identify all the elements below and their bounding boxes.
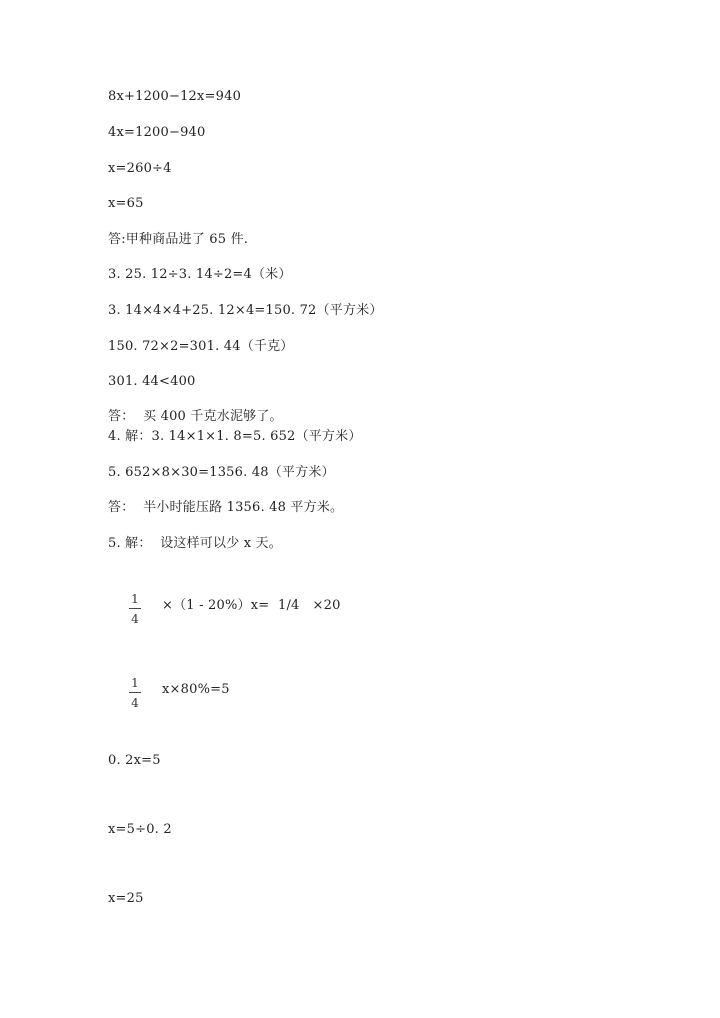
equation-line-5: 3. 25. 12÷3. 14÷2=4（米） [108,267,292,282]
equation-line-8: 301. 44<400 [108,374,196,389]
solution-5-intro: 5. 解： 设这样可以少 x 天。 [108,536,282,551]
equation-line-3: x=260÷4 [108,161,172,176]
equation-line-7: 150. 72×2=301. 44（千克） [108,339,294,354]
equation-line-9: 0. 2x=5 [108,753,161,768]
equation-line-1: 8x+1200−12x=940 [108,89,242,104]
fraction-1-denominator: 4 [131,612,139,626]
fraction-2-numerator: 1 [131,676,139,690]
fraction-1-bar [129,608,141,609]
answer-line-2: 答： 买 400 千克水泥够了。 [108,409,283,424]
solution-4-line-1: 4. 解：3. 14×1×1. 8=5. 652（平方米） [108,429,362,444]
equation-line-2: 4x=1200−940 [108,125,206,140]
answer-line-1: 答:甲种商品进了 65 件. [108,232,249,247]
answer-line-3: 答： 半小时能压路 1356. 48 平方米。 [108,500,344,515]
equation-line-4: x=65 [108,196,144,211]
equation-line-11: x=25 [108,891,144,906]
fraction-1-numerator: 1 [131,592,139,606]
fraction-1 [128,592,142,626]
fraction-2-denominator: 4 [131,696,139,710]
equation-line-10: x=5÷0. 2 [108,822,172,837]
solution-4-line-2: 5. 652×8×30=1356. 48（平方米） [108,465,335,480]
fraction-equation-1-rest: ×（1 - 20%）x= 1/4 ×20 [162,598,341,613]
fraction-2 [128,676,142,710]
fraction-2-bar [129,692,141,693]
fraction-equation-2-rest: x×80%=5 [162,682,230,697]
equation-line-6: 3. 14×4×4+25. 12×4=150. 72（平方米） [108,303,383,318]
